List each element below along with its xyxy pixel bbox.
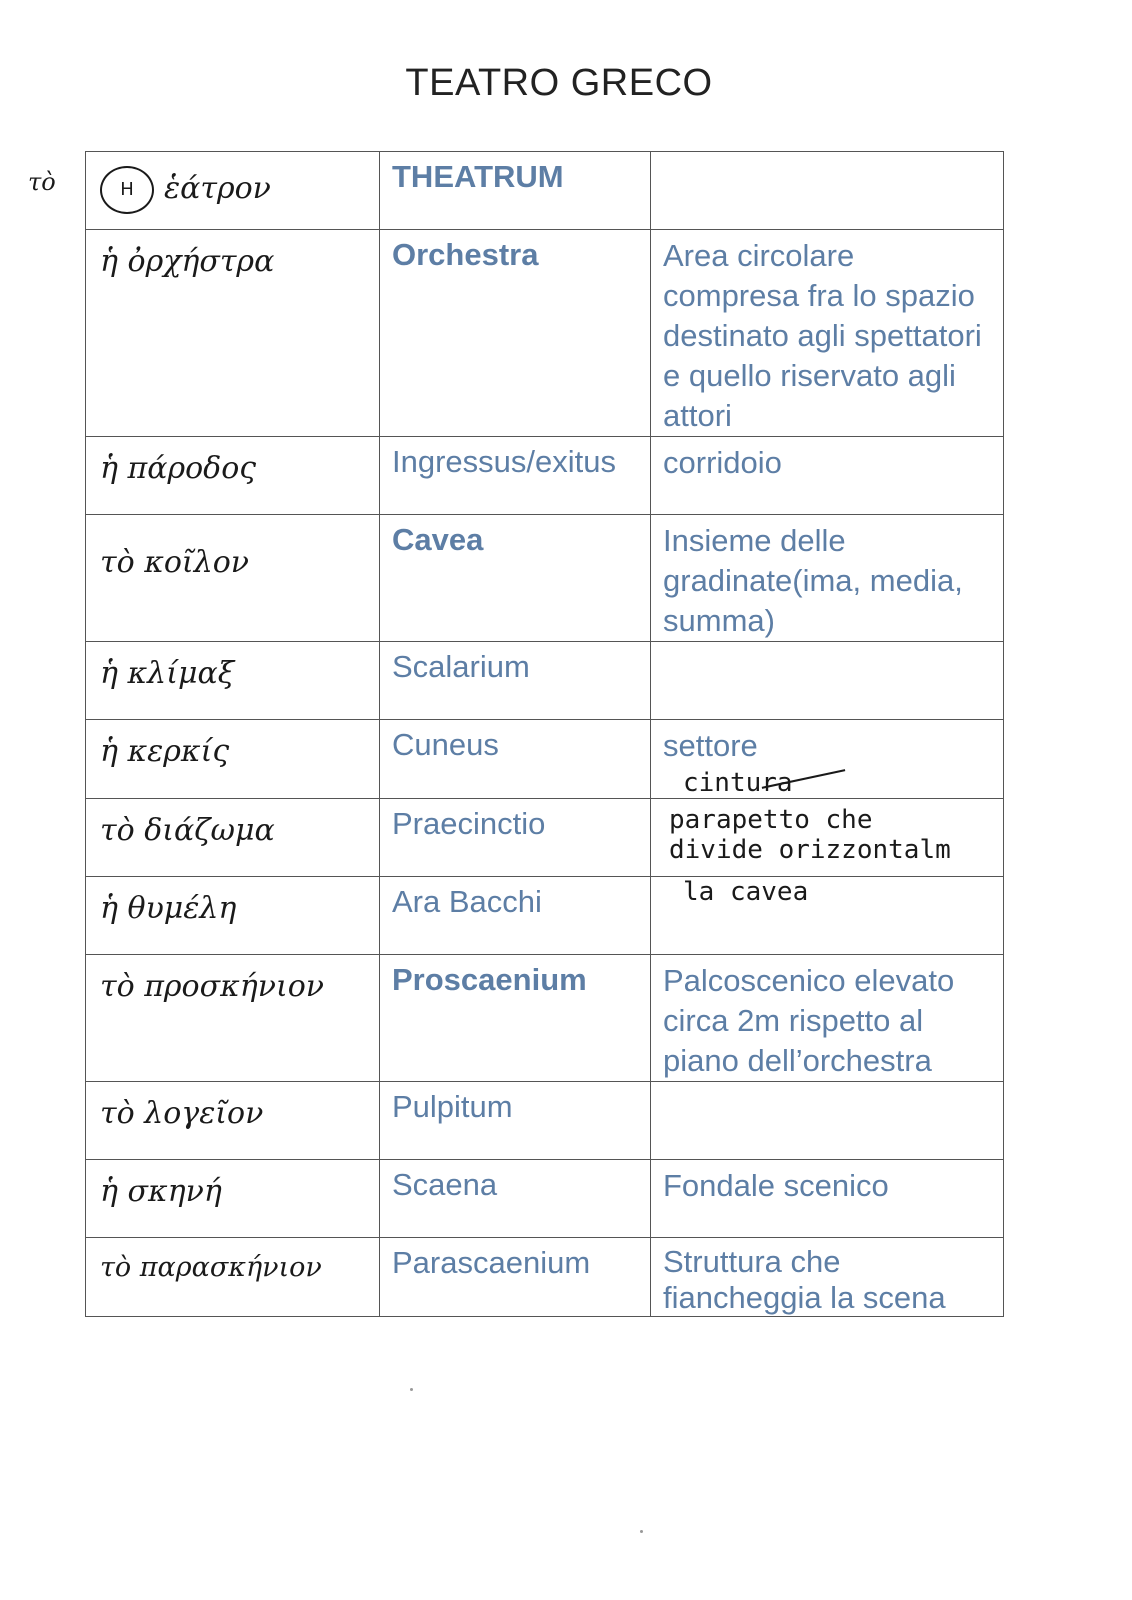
description [651, 1082, 1003, 1088]
description: Insieme delle gradinate(ima, media, summa) [663, 523, 963, 638]
greek-cell [86, 152, 380, 230]
greek-term: τὸ λογεῖον [100, 1096, 264, 1131]
greek-term: ἡ θυμέλη [100, 891, 237, 926]
table-row [86, 1082, 1004, 1160]
greek-term: τὸ κοῖλον [100, 545, 250, 580]
greek-term: ἡ σκηνή [100, 1174, 222, 1209]
latin-term: Parascaenium [392, 1245, 591, 1280]
description-cell [651, 437, 1004, 515]
table-row [86, 799, 1004, 877]
page-title: TEATRO GRECO [405, 62, 713, 104]
table-row [86, 230, 1004, 437]
handwritten-note: parapetto che divide orizzontalm [669, 805, 951, 865]
description-cell [651, 1160, 1004, 1238]
handwritten-note: la cavea [683, 877, 809, 907]
description-cell [651, 515, 1004, 642]
greek-term: τὸ παρασκήνιον [100, 1252, 322, 1283]
table-row [86, 642, 1004, 720]
greek-cell [86, 1082, 380, 1160]
greek-term: ἡ πάροδος [100, 451, 257, 486]
description-cell [651, 152, 1004, 230]
latin-term: Ingressus/exitus [392, 444, 616, 479]
description-cell [651, 230, 1004, 437]
latin-term: Scaena [392, 1167, 498, 1202]
table-row [86, 877, 1004, 955]
latin-cell [380, 955, 651, 1082]
latin-cell [380, 1160, 651, 1238]
description: corridoio [663, 445, 782, 480]
table-row [86, 720, 1004, 799]
latin-cell [380, 1082, 651, 1160]
description-cell [651, 720, 1004, 799]
latin-term: Orchestra [392, 237, 539, 272]
latin-term: Ara Bacchi [392, 884, 542, 919]
latin-cell [380, 877, 651, 955]
latin-cell [380, 642, 651, 720]
latin-term: Cavea [392, 522, 484, 557]
latin-cell [380, 515, 651, 642]
greek-cell [86, 642, 380, 720]
circled-initial: H [100, 166, 154, 214]
description-cell [651, 877, 1004, 955]
latin-term: Pulpitum [392, 1089, 513, 1124]
description-cell [651, 799, 1004, 877]
greek-term: ἡ κλίμαξ [100, 656, 235, 691]
greek-cell [86, 230, 380, 437]
table-row [86, 152, 1004, 230]
description [651, 642, 1003, 648]
greek-term: ἑάτρον [164, 171, 271, 206]
description-cell [651, 1238, 1004, 1317]
table-row [86, 955, 1004, 1082]
vocabulary-table [85, 151, 1004, 1317]
greek-cell [86, 437, 380, 515]
latin-cell [380, 720, 651, 799]
greek-cell [86, 1160, 380, 1238]
greek-cell [86, 515, 380, 642]
description: Area circolare compresa fra lo spazio destinato agli spettatori e quello riservato agli attori [663, 238, 982, 433]
greek-term: ἡ ὀρχήστρα [100, 244, 275, 279]
description-cell [651, 642, 1004, 720]
table-row [86, 1160, 1004, 1238]
scan-speck [640, 1530, 643, 1533]
latin-term: Scalarium [392, 649, 530, 684]
description: Palcoscenico elevato circa 2m rispetto al piano dell’orchestra [663, 963, 955, 1078]
table-row [86, 437, 1004, 515]
latin-term: THEATRUM [392, 159, 564, 194]
greek-cell [86, 1238, 380, 1317]
greek-term: τὸ διάζωμα [100, 813, 275, 848]
latin-term: Cuneus [392, 727, 499, 762]
greek-term: ἡ κερκίς [100, 734, 230, 769]
theatrum-article: τὸ [28, 168, 56, 196]
description: settore [663, 728, 758, 763]
description: Fondale scenico [663, 1168, 889, 1203]
table-row [86, 515, 1004, 642]
description-cell [651, 955, 1004, 1082]
scan-speck [410, 1388, 413, 1391]
greek-cell [86, 720, 380, 799]
latin-term: Praecinctio [392, 806, 546, 841]
greek-cell [86, 877, 380, 955]
description-cell [651, 1082, 1004, 1160]
greek-cell [86, 799, 380, 877]
handwritten-note-struck: cintura [651, 768, 1003, 798]
greek-term: τὸ προσκήνιον [100, 969, 325, 1004]
table-row [86, 1238, 1004, 1317]
latin-term: Proscaenium [392, 962, 587, 997]
greek-cell [86, 955, 380, 1082]
latin-cell [380, 1238, 651, 1317]
latin-cell [380, 230, 651, 437]
description: Struttura che fiancheggia la scena [663, 1244, 946, 1315]
latin-cell [380, 152, 651, 230]
latin-cell [380, 437, 651, 515]
description [651, 152, 1003, 158]
latin-cell [380, 799, 651, 877]
